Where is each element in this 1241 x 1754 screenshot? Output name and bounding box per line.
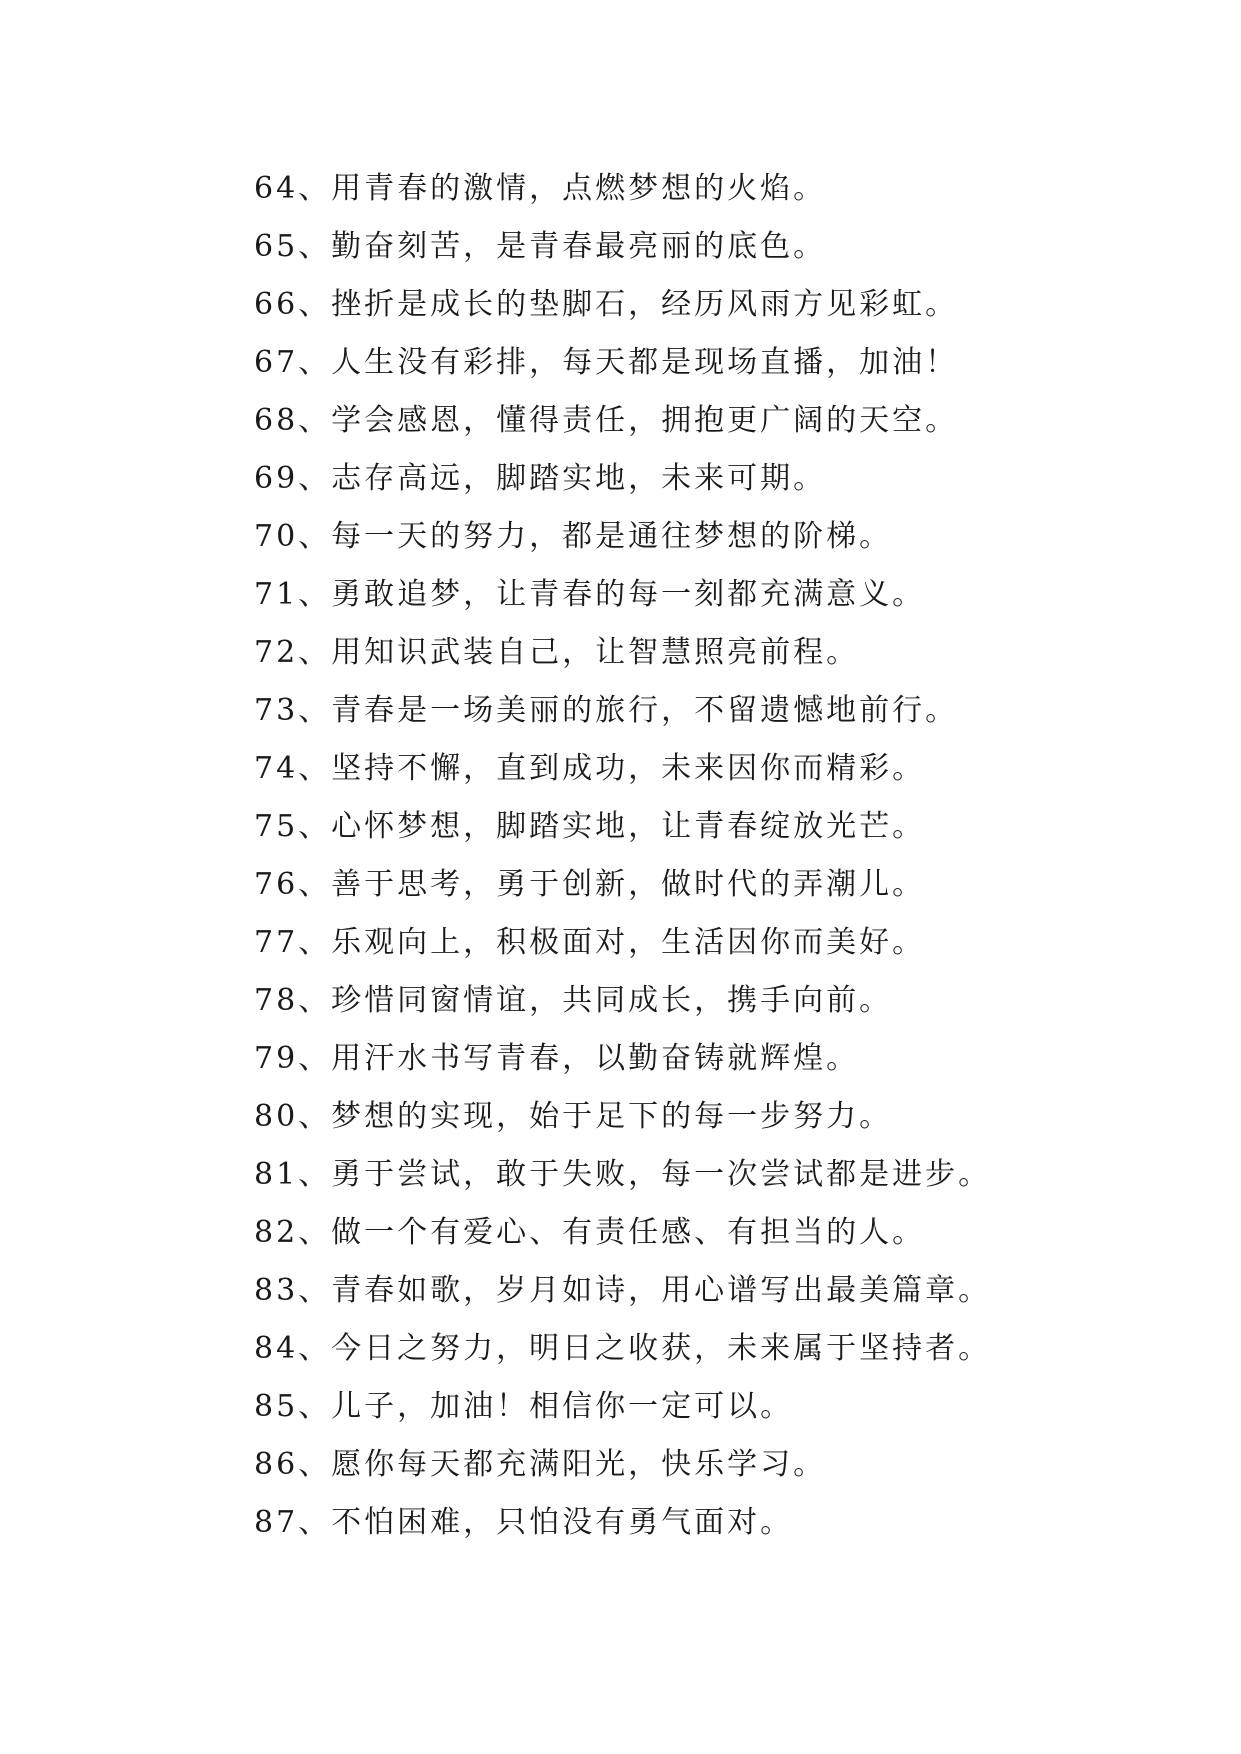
sentence-line: 77、乐观向上，积极面对，生活因你而美好。 (254, 925, 926, 960)
sentence-line: 85、儿子，加油！相信你一定可以。 (254, 1389, 794, 1424)
sentence-line: 66、挫折是成长的垫脚石，经历风雨方见彩虹。 (254, 287, 959, 322)
sentence-line: 65、勤奋刻苦，是青春最亮丽的底色。 (254, 229, 827, 264)
sentence-line: 64、用青春的激情，点燃梦想的火焰。 (254, 171, 827, 206)
sentence-line: 81、勇于尝试，敢于失败，每一次尝试都是进步。 (254, 1157, 992, 1192)
sentence-line: 70、每一天的努力，都是通往梦想的阶梯。 (254, 519, 893, 554)
sentence-line: 84、今日之努力，明日之收获，未来属于坚持者。 (254, 1331, 992, 1366)
sentence-line: 86、愿你每天都充满阳光，快乐学习。 (254, 1447, 827, 1482)
sentence-line: 87、不怕困难，只怕没有勇气面对。 (254, 1505, 794, 1540)
sentence-line: 76、善于思考，勇于创新，做时代的弄潮儿。 (254, 867, 926, 902)
sentence-line: 80、梦想的实现，始于足下的每一步努力。 (254, 1099, 893, 1134)
sentence-line: 73、青春是一场美丽的旅行，不留遗憾地前行。 (254, 693, 959, 728)
sentence-line: 67、人生没有彩排，每天都是现场直播，加油！ (254, 345, 959, 380)
sentence-line: 75、心怀梦想，脚踏实地，让青春绽放光芒。 (254, 809, 926, 844)
sentence-line: 74、坚持不懈，直到成功，未来因你而精彩。 (254, 751, 926, 786)
sentence-line: 72、用知识武装自己，让智慧照亮前程。 (254, 635, 860, 670)
sentence-line: 78、珍惜同窗情谊，共同成长，携手向前。 (254, 983, 893, 1018)
sentence-line: 71、勇敢追梦，让青春的每一刻都充满意义。 (254, 577, 926, 612)
sentence-line: 69、志存高远，脚踏实地，未来可期。 (254, 461, 827, 496)
sentence-line: 82、做一个有爱心、有责任感、有担当的人。 (254, 1215, 926, 1250)
sentence-line: 68、学会感恩，懂得责任，拥抱更广阔的天空。 (254, 403, 959, 438)
sentence-list (254, 160, 1154, 1552)
sentence-line: 79、用汗水书写青春，以勤奋铸就辉煌。 (254, 1041, 860, 1076)
sentence-line: 83、青春如歌，岁月如诗，用心谱写出最美篇章。 (254, 1273, 992, 1308)
